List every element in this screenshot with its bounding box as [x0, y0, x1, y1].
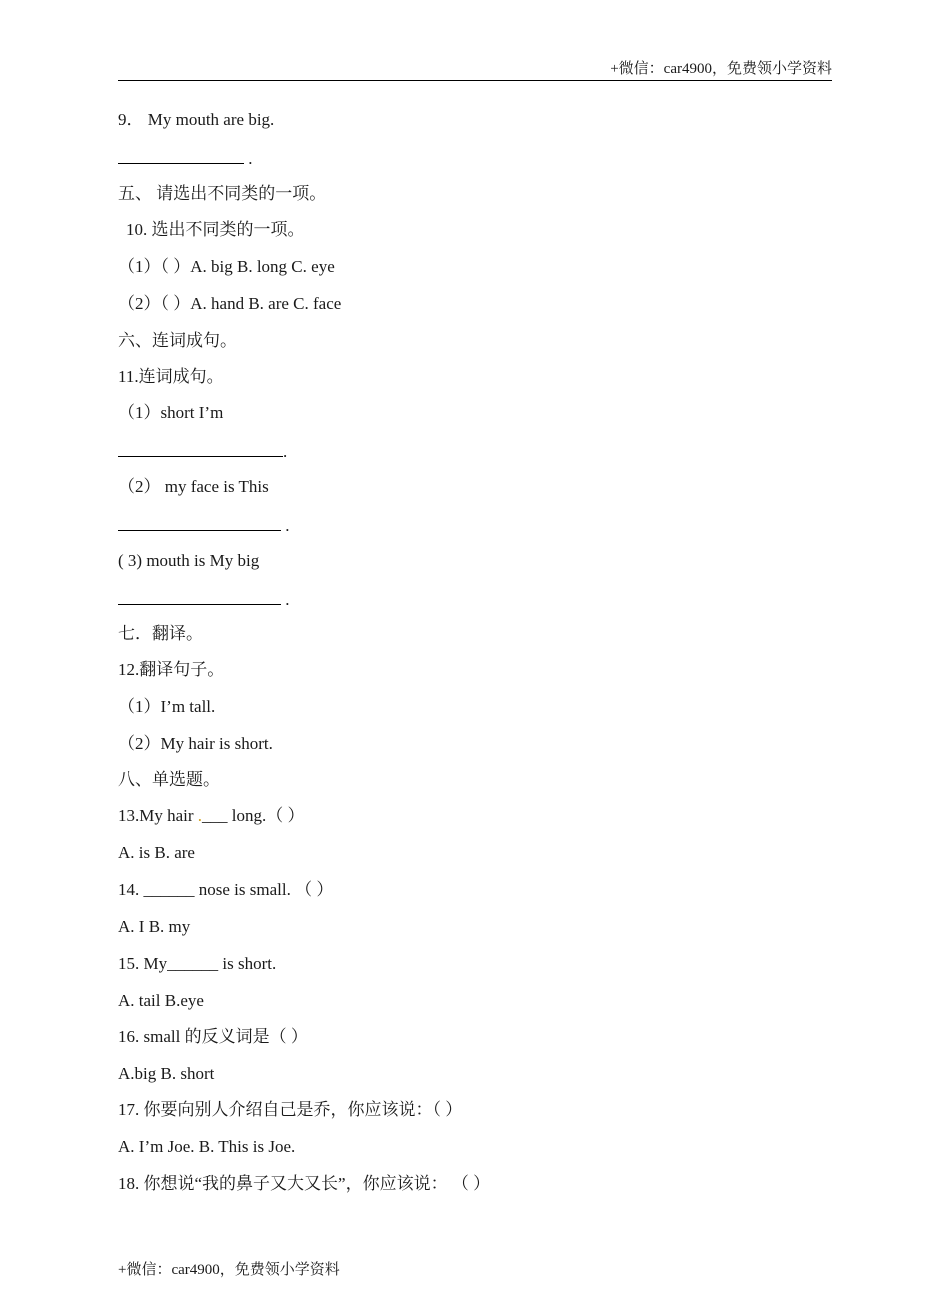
question-11-item-1: （1）short I’m [118, 403, 224, 422]
question-11-item-2: （2） my face is This [118, 477, 269, 496]
question-13-options: A. is B. are [118, 843, 195, 862]
question-12: 12.翻译句子。 [118, 660, 225, 679]
question-16-options: A.big B. short [118, 1064, 215, 1083]
answer-line-11-3 [118, 588, 290, 611]
question-10: 10. 选出不同类的一项。 [126, 220, 305, 239]
answer-line-11-2 [118, 514, 290, 537]
answer-suffix: . [283, 442, 288, 461]
question-11: 11.连词成句。 [118, 367, 224, 386]
question-9: 9． My mouth are big. [118, 110, 275, 129]
page-header [118, 60, 832, 81]
answer-suffix: . [281, 590, 290, 609]
question-15-options: A. tail B.eye [118, 991, 204, 1010]
answer-suffix: . [281, 516, 290, 535]
question-16: 16. small 的反义词是（ ） [118, 1027, 308, 1046]
question-10-item-2: （2）（ ）A. hand B. are C. face [118, 294, 342, 313]
header-text: +微信：car4900，免费领小学资料 [610, 61, 832, 77]
question-17: 17. 你要向别人介绍自己是乔，你应该说：（ ） [118, 1100, 463, 1119]
question-17-options: A. I’m Joe. B. This is Joe. [118, 1137, 296, 1156]
answer-blank [118, 440, 283, 457]
question-13-prefix: 13.My hair [118, 806, 198, 825]
section-8-title: 八、单选题。 [118, 770, 220, 789]
question-10-item-1: （1）（ ）A. big B. long C. eye [118, 257, 335, 276]
section-5-title: 五、 请选出不同类的一项。 [118, 184, 327, 203]
answer-suffix: . [244, 149, 253, 168]
section-6-title: 六、连词成句。 [118, 331, 237, 350]
answer-line-11-1 [118, 440, 287, 463]
question-14-options: A. I B. my [118, 917, 191, 936]
question-12-item-1: （1）I’m tall. [118, 697, 216, 716]
question-15: 15. My______ is short. [118, 954, 277, 973]
question-14: 14. ______ nose is small. （ ） [118, 880, 334, 899]
answer-blank [118, 514, 281, 531]
section-7-title: 七．翻译。 [118, 624, 203, 643]
question-18: 18. 你想说“我的鼻子又大又长”，你应该说： （ ） [118, 1174, 491, 1193]
page-footer: +微信：car4900，免费领小学资料 [118, 1262, 340, 1278]
answer-line-9 [118, 147, 253, 170]
question-13-dot: . [197, 806, 203, 825]
question-12-item-2: （2）My hair is short. [118, 734, 273, 753]
question-11-item-3: ( 3) mouth is My big [118, 551, 260, 570]
question-13-suffix: ___ long.（ ） [202, 806, 305, 825]
answer-blank [118, 147, 244, 164]
answer-blank [118, 588, 281, 605]
question-13 [118, 805, 305, 827]
